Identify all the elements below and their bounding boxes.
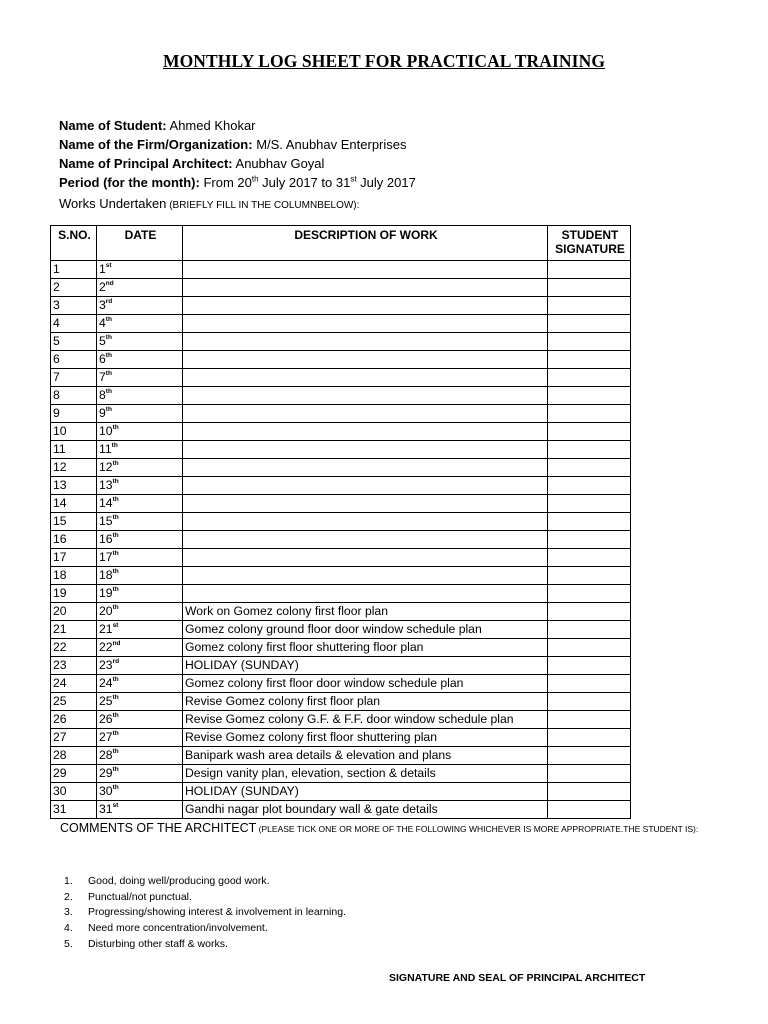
sno-cell: 9: [51, 405, 97, 423]
date-cell: 29th: [97, 765, 183, 783]
signature-cell[interactable]: [548, 279, 631, 297]
option-text: Punctual/not punctual.: [88, 890, 192, 903]
date-cell: 23rd: [97, 657, 183, 675]
signature-cell[interactable]: [548, 315, 631, 333]
firm-name-line: Name of the Firm/Organization: M/S. Anubhav Enterprises: [59, 137, 407, 152]
header-date: DATE: [97, 226, 183, 261]
comment-option[interactable]: [64, 874, 346, 890]
signature-cell[interactable]: [548, 657, 631, 675]
description-cell[interactable]: [183, 441, 548, 459]
sno-cell: 7: [51, 369, 97, 387]
description-cell[interactable]: [183, 351, 548, 369]
header-description: DESCRIPTION OF WORK: [183, 226, 548, 261]
description-cell[interactable]: [183, 423, 548, 441]
sno-cell: 26: [51, 711, 97, 729]
table-row: [51, 369, 631, 387]
sno-cell: 23: [51, 657, 97, 675]
date-cell: 4th: [97, 315, 183, 333]
signature-cell[interactable]: [548, 405, 631, 423]
sno-cell: 2: [51, 279, 97, 297]
signature-cell[interactable]: [548, 261, 631, 279]
table-row: [51, 711, 631, 729]
date-cell: 31st: [97, 801, 183, 819]
sno-cell: 5: [51, 333, 97, 351]
table-row: [51, 801, 631, 819]
description-cell[interactable]: Gandhi nagar plot boundary wall & gate details: [183, 801, 548, 819]
table-row: [51, 675, 631, 693]
description-cell[interactable]: HOLIDAY (SUNDAY): [183, 657, 548, 675]
date-cell: 27th: [97, 729, 183, 747]
description-cell[interactable]: [183, 279, 548, 297]
signature-cell[interactable]: [548, 387, 631, 405]
description-cell[interactable]: [183, 315, 548, 333]
signature-cell[interactable]: [548, 441, 631, 459]
description-cell[interactable]: [183, 549, 548, 567]
table-row: [51, 639, 631, 657]
description-cell[interactable]: HOLIDAY (SUNDAY): [183, 783, 548, 801]
description-cell[interactable]: [183, 477, 548, 495]
log-table: [50, 225, 631, 819]
sno-cell: 4: [51, 315, 97, 333]
comment-option[interactable]: [64, 937, 346, 953]
table-row: [51, 315, 631, 333]
description-cell[interactable]: [183, 531, 548, 549]
table-row: [51, 261, 631, 279]
date-cell: 22nd: [97, 639, 183, 657]
header-sno: S.NO.: [51, 226, 97, 261]
table-row: [51, 405, 631, 423]
table-row: [51, 279, 631, 297]
description-cell[interactable]: [183, 405, 548, 423]
date-cell: 16th: [97, 531, 183, 549]
sno-cell: 27: [51, 729, 97, 747]
date-cell: 17th: [97, 549, 183, 567]
signature-cell[interactable]: [548, 693, 631, 711]
signature-cell[interactable]: [548, 603, 631, 621]
description-cell[interactable]: Revise Gomez colony G.F. & F.F. door window schedule plan: [183, 711, 548, 729]
date-cell: 11th: [97, 441, 183, 459]
signature-cell[interactable]: [548, 423, 631, 441]
date-cell: 15th: [97, 513, 183, 531]
sno-cell: 13: [51, 477, 97, 495]
description-cell[interactable]: Gomez colony first floor door window schedule plan: [183, 675, 548, 693]
sno-cell: 16: [51, 531, 97, 549]
table-row: [51, 603, 631, 621]
signature-cell[interactable]: [548, 729, 631, 747]
table-row: [51, 333, 631, 351]
sno-cell: 11: [51, 441, 97, 459]
description-cell[interactable]: [183, 387, 548, 405]
option-text: Good, doing well/producing good work.: [88, 875, 270, 887]
architect-name: Anubhav Goyal: [232, 156, 325, 171]
date-cell: 30th: [97, 783, 183, 801]
signature-cell[interactable]: [548, 459, 631, 477]
table-row: [51, 783, 631, 801]
signature-cell[interactable]: [548, 747, 631, 765]
table-row: [51, 729, 631, 747]
description-cell[interactable]: [183, 567, 548, 585]
signature-cell[interactable]: [548, 801, 631, 819]
description-cell[interactable]: Work on Gomez colony first floor plan: [183, 603, 548, 621]
sno-cell: 29: [51, 765, 97, 783]
table-row: [51, 693, 631, 711]
date-cell: 5th: [97, 333, 183, 351]
signature-cell[interactable]: [548, 495, 631, 513]
date-cell: 28th: [97, 747, 183, 765]
description-cell[interactable]: Design vanity plan, elevation, section & details: [183, 765, 548, 783]
option-number: 5.: [64, 937, 73, 950]
sno-cell: 15: [51, 513, 97, 531]
signature-cell[interactable]: [548, 369, 631, 387]
table-row: [51, 495, 631, 513]
page-title: MONTHLY LOG SHEET FOR PRACTICAL TRAINING: [162, 51, 606, 71]
option-number: 4.: [64, 922, 73, 935]
table-row: [51, 657, 631, 675]
period-line: Period (for the month): From 20th July 2017 to 31st July 2017: [59, 174, 416, 190]
sno-cell: 31: [51, 801, 97, 819]
sno-cell: 21: [51, 621, 97, 639]
sno-cell: 19: [51, 585, 97, 603]
date-cell: 26th: [97, 711, 183, 729]
signature-cell[interactable]: [548, 621, 631, 639]
date-cell: 18th: [97, 567, 183, 585]
sno-cell: 30: [51, 783, 97, 801]
sno-cell: 28: [51, 747, 97, 765]
table-row: [51, 585, 631, 603]
table-row: [51, 477, 631, 495]
signature-cell[interactable]: [548, 783, 631, 801]
comment-option[interactable]: [64, 921, 346, 937]
sno-cell: 8: [51, 387, 97, 405]
date-cell: 21st: [97, 621, 183, 639]
signature-cell[interactable]: [548, 333, 631, 351]
description-cell[interactable]: [183, 513, 548, 531]
description-cell[interactable]: Banipark wash area details & elevation and plans: [183, 747, 548, 765]
table-row: [51, 441, 631, 459]
description-cell[interactable]: [183, 459, 548, 477]
sno-cell: 10: [51, 423, 97, 441]
option-number: 1.: [64, 875, 73, 887]
sno-cell: 25: [51, 693, 97, 711]
description-cell[interactable]: [183, 585, 548, 603]
description-cell[interactable]: Gomez colony first floor shuttering floor plan: [183, 639, 548, 657]
date-cell: 3rd: [97, 297, 183, 315]
date-cell: 13th: [97, 477, 183, 495]
table-row: [51, 567, 631, 585]
table-row: [51, 297, 631, 315]
sno-cell: 20: [51, 603, 97, 621]
description-cell[interactable]: [183, 495, 548, 513]
signature-cell[interactable]: [548, 675, 631, 693]
date-cell: 25th: [97, 693, 183, 711]
signature-cell[interactable]: [548, 711, 631, 729]
date-cell: 24th: [97, 675, 183, 693]
table-row: [51, 459, 631, 477]
table-row: [51, 531, 631, 549]
sno-cell: 1: [51, 261, 97, 279]
signature-cell[interactable]: [548, 477, 631, 495]
sno-cell: 6: [51, 351, 97, 369]
table-header-row: [51, 226, 631, 261]
architect-name-line: Name of Principal Architect: Anubhav Goyal: [59, 156, 325, 171]
date-cell: 8th: [97, 387, 183, 405]
sno-cell: 24: [51, 675, 97, 693]
signature-cell[interactable]: [548, 639, 631, 657]
option-text: Disturbing other staff & works.: [88, 937, 228, 950]
date-cell: 6th: [97, 351, 183, 369]
signature-cell[interactable]: [548, 297, 631, 315]
header-signature: STUDENT SIGNATURE: [548, 226, 631, 261]
date-cell: 14th: [97, 495, 183, 513]
student-name-line: Name of Student: Ahmed Khokar: [59, 118, 256, 133]
date-cell: 1st: [97, 261, 183, 279]
description-cell[interactable]: [183, 333, 548, 351]
comment-option[interactable]: [64, 905, 346, 921]
option-number: 2.: [64, 890, 73, 903]
sno-cell: 12: [51, 459, 97, 477]
comment-options-list: [64, 874, 346, 952]
comment-option[interactable]: [64, 890, 346, 906]
option-number: 3.: [64, 906, 73, 919]
works-undertaken-line: Works Undertaken (BRIEFLY FILL IN THE COLUMNBELOW):: [59, 196, 360, 211]
table-row: [51, 621, 631, 639]
student-name: Ahmed Khokar: [166, 118, 256, 133]
table-row: [51, 747, 631, 765]
description-cell[interactable]: [183, 369, 548, 387]
firm-name: M/S. Anubhav Enterprises: [252, 137, 407, 152]
date-cell: 10th: [97, 423, 183, 441]
signature-cell[interactable]: [548, 567, 631, 585]
table-row: [51, 765, 631, 783]
sno-cell: 22: [51, 639, 97, 657]
option-text: Need more concentration/involvement.: [88, 922, 268, 935]
table-row: [51, 351, 631, 369]
table-row: [51, 513, 631, 531]
date-cell: 7th: [97, 369, 183, 387]
signature-cell[interactable]: [548, 513, 631, 531]
description-cell[interactable]: [183, 261, 548, 279]
table-row: [51, 423, 631, 441]
date-cell: 19th: [97, 585, 183, 603]
description-cell[interactable]: Revise Gomez colony first floor plan: [183, 693, 548, 711]
sno-cell: 17: [51, 549, 97, 567]
signature-cell[interactable]: [548, 549, 631, 567]
description-cell[interactable]: [183, 297, 548, 315]
sno-cell: 14: [51, 495, 97, 513]
date-cell: 20th: [97, 603, 183, 621]
log-table-body: [51, 261, 631, 819]
signature-cell[interactable]: [548, 531, 631, 549]
signature-cell[interactable]: [548, 765, 631, 783]
signature-label: SIGNATURE AND SEAL OF PRINCIPAL ARCHITECT: [389, 972, 646, 984]
signature-cell[interactable]: [548, 351, 631, 369]
option-text: Progressing/showing interest & involvement in learning.: [88, 906, 346, 919]
sno-cell: 18: [51, 567, 97, 585]
table-row: [51, 387, 631, 405]
date-cell: 9th: [97, 405, 183, 423]
date-cell: 12th: [97, 459, 183, 477]
description-cell[interactable]: Revise Gomez colony first floor shuttering plan: [183, 729, 548, 747]
description-cell[interactable]: Gomez colony ground floor door window schedule plan: [183, 621, 548, 639]
signature-cell[interactable]: [548, 585, 631, 603]
date-cell: 2nd: [97, 279, 183, 297]
architect-comments-heading: COMMENTS OF THE ARCHITECT (PLEASE TICK ONE OR MORE OF THE FOLLOWING WHICHEVER IS MORE APPROPRIATE.THE STUDENT IS):: [60, 821, 699, 835]
sno-cell: 3: [51, 297, 97, 315]
table-row: [51, 549, 631, 567]
